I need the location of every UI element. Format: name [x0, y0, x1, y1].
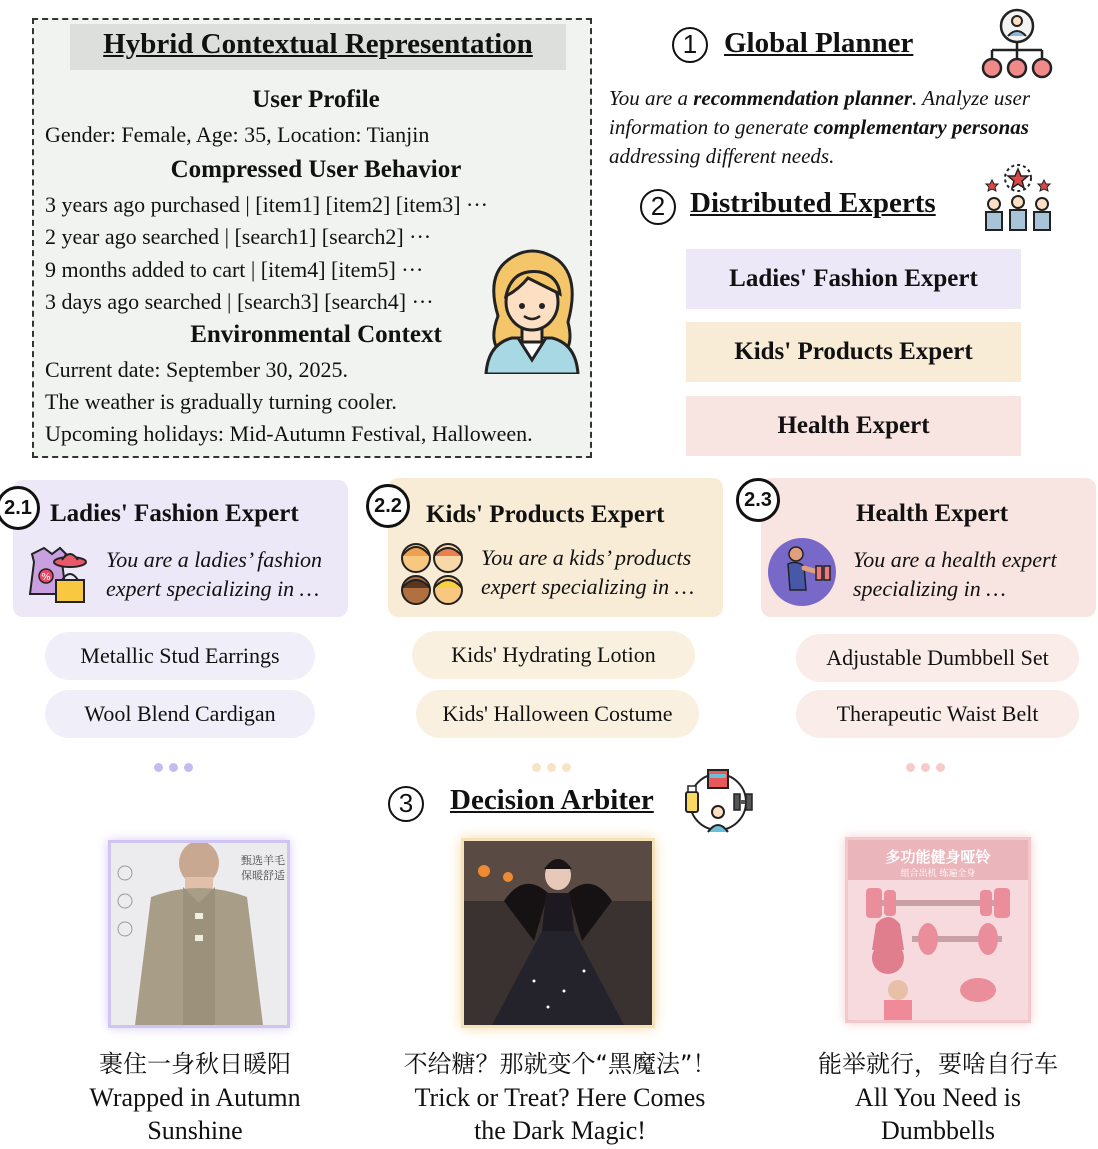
product-image-costume [461, 838, 655, 1028]
product-image-dumbbells [845, 837, 1031, 1023]
expert-bar-kids: Kids' Products Expert [686, 322, 1021, 382]
more-dots [906, 759, 951, 777]
env-line: Current date: September 30, 2025. [45, 357, 349, 382]
behavior-heading: Compressed User Behavior [170, 156, 462, 183]
substep-number: 2.3 [736, 478, 780, 522]
card-description: You are a kids’ products [481, 545, 692, 570]
planner-description: You are a recommendation planner. Analyze user information to generate complementary personas addressing different needs. [609, 86, 1031, 168]
card-description: You are a ladies’ fashion [106, 547, 322, 572]
profile-heading: User Profile [252, 86, 380, 113]
item-pill: Wool Blend Cardigan [45, 690, 315, 738]
step-number-3: 3 [388, 786, 424, 822]
item-pill: Kids' Hydrating Lotion [412, 631, 695, 679]
behavior-line: 3 days ago searched | [search3] [search4] ··· [45, 289, 434, 314]
image-text: 甄选羊毛 保暖舒适 [241, 854, 285, 882]
card-title: Ladies' Fashion Expert [50, 500, 299, 527]
behavior-line: 2 year ago searched | [search1] [search2] ··· [45, 224, 432, 249]
item-pill: Metallic Stud Earrings [45, 632, 315, 680]
image-text: 组合出机 练遍全身 [900, 869, 976, 879]
image-text: 多功能健身哑铃 [885, 848, 991, 866]
costume-photo [464, 841, 652, 1025]
experts-title: Distributed Experts [690, 187, 936, 219]
more-dots [154, 759, 199, 777]
svg-text:%: % [41, 572, 51, 583]
item-pill: Kids' Halloween Costume [416, 690, 699, 738]
card-title: Health Expert [856, 500, 1009, 527]
substep-number: 2.2 [366, 484, 410, 528]
org-chart-icon [978, 6, 1056, 80]
card-title: Kids' Products Expert [426, 501, 665, 528]
product-image-cardigan [108, 840, 290, 1028]
item-pill: Adjustable Dumbbell Set [796, 634, 1079, 682]
step-number-1: 1 [672, 27, 708, 63]
step-number-2: 2 [640, 189, 676, 225]
fitness-icon [766, 536, 838, 608]
planner-title: Global Planner [724, 27, 914, 59]
profile-line: Gender: Female, Age: 35, Location: Tianjin [45, 122, 430, 147]
behavior-line: 9 months added to cart | [item4] [item5] ··· [45, 257, 424, 282]
card-description: specializing in … [853, 576, 1006, 601]
expert-bar-health: Health Expert [686, 396, 1021, 456]
expert-bar-fashion: Ladies' Fashion Expert [686, 249, 1021, 309]
arbiter-title: Decision Arbiter [450, 784, 654, 816]
env-line: The weather is gradually turning cooler. [45, 389, 397, 414]
card-description: You are a health expert [853, 547, 1057, 572]
env-heading: Environmental Context [190, 321, 442, 348]
arbiter-icon [682, 766, 754, 838]
item-pill: Therapeutic Waist Belt [796, 690, 1079, 738]
user-avatar-icon [478, 246, 586, 374]
product-caption-1: 裹住一身秋日暖阳 Wrapped in Autumn Sunshine [89, 1050, 301, 1145]
more-dots [532, 759, 577, 777]
fashion-shopping-icon [22, 540, 88, 606]
product-caption-3: 能举就行，要啥自行车 All You Need is Dumbbells [818, 1050, 1058, 1145]
kids-faces-icon [394, 540, 472, 608]
card-description: expert specializing in … [106, 576, 320, 601]
env-line: Upcoming holidays: Mid-Autumn Festival, Halloween. [45, 421, 533, 446]
product-caption-2: 不给糖？那就变个“黑魔法”！ Trick or Treat? Here Comes the Dark Magic! [403, 1050, 717, 1145]
experts-team-icon [980, 160, 1056, 232]
behavior-line: 3 years ago purchased | [item1] [item2] [item3] ··· [45, 192, 489, 217]
context-title: Hybrid Contextual Representation [103, 28, 533, 60]
card-description: expert specializing in … [481, 574, 695, 599]
substep-number: 2.1 [0, 486, 40, 530]
